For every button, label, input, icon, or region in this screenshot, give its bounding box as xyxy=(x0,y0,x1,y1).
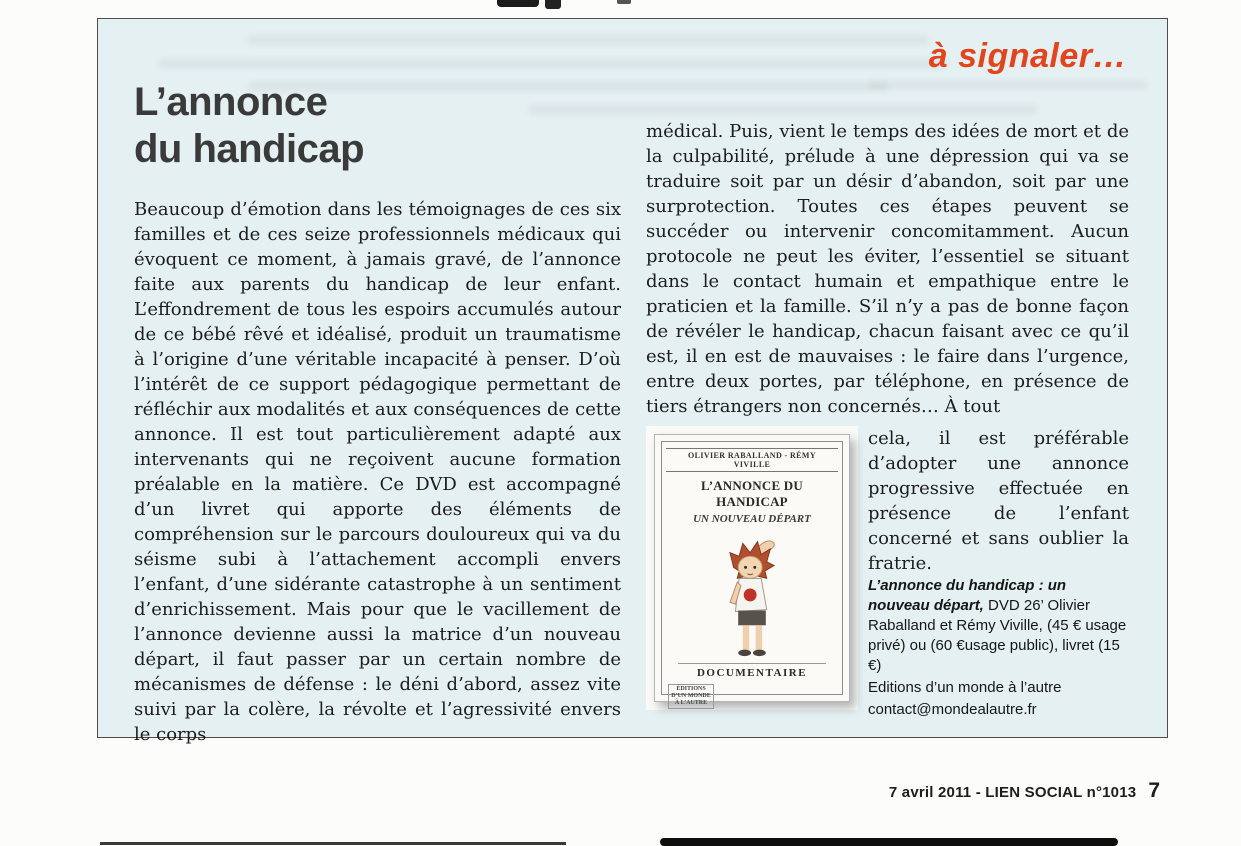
article-column-left: Beaucoup d’émotion dans les témoignages de ces six familles et de ces seize professionnels médicaux qui évoquent ce moment, à jamais gravé, de l’annonce faite aux parents du handicap de leur enfant. L’effondrement de tous les espoirs accumulés autour de ce bébé rêvé et idéalisé, produit un traumatisme à l’origine d’une véritable incapacité à penser. D’où l’intérêt de ce support pédagogique permettant de réfléchir aux modalités et aux conséquences de cette annonce. Il est tout particulièrement adapté aux intervenants qui ne reçoivent aucune formation préalable en la matière. Ce DVD est accompagné d’un livret qui apporte des éléments de compréhension sur le parcours douloureux qui va du séisme subi à l’attachement accompli envers l’enfant, d’une sidérante catastrophe à un sentiment d’enrichissement. Mais pour que le vacillement de l’annonce devienne aussi la matrice d’un nouveau départ, il faut passer par un certain nombre de mécanismes de défense : le déni d’abord, assez vite suivi par la colère, la révolte et l’agressivité envers le corps xyxy=(134,199,621,745)
dvd-cover-backdrop xyxy=(646,426,858,710)
scan-artifact xyxy=(617,0,631,4)
title-line-2: du handicap xyxy=(134,127,365,172)
dvd-caption xyxy=(868,576,1129,720)
bleed-through xyxy=(528,105,1038,114)
section-label: à signaler… xyxy=(928,37,1127,75)
bleed-through xyxy=(158,59,948,68)
footer-issue-info: 7 avril 2011 - LIEN SOCIAL n°1013 xyxy=(888,784,1137,801)
media-row xyxy=(646,426,1129,720)
cover-genre: DOCUMENTAIRE xyxy=(678,663,826,681)
article-title xyxy=(134,79,364,173)
cover-authors: OLIVIER RABALLAND - RÉMY VIVILLE xyxy=(666,448,838,472)
caption-details: DVD 26’ Olivier Raballand et Rémy Viville, (45 € usage privé) ou (60 €usage public), livret (15 €) xyxy=(868,597,1127,674)
cover-subtitle: UN NOUVEAU DÉPART xyxy=(693,513,811,525)
caption-contact: contact@mondealautre.fr xyxy=(868,701,1037,718)
scan-artifact xyxy=(497,0,539,7)
title-line-1: L’annonce xyxy=(134,80,328,124)
footer-page-number: 7 xyxy=(1148,779,1160,802)
article-column-right xyxy=(646,119,1129,720)
cover-title: L’ANNONCE DU HANDICAP xyxy=(701,478,803,509)
page-footer xyxy=(889,779,1160,803)
scan-artifact xyxy=(100,842,566,845)
cover-footer xyxy=(666,681,838,709)
article-box xyxy=(97,18,1168,745)
bleed-through xyxy=(248,35,928,45)
paragraph-beside-cover: cela, il est préférable d’adopter une annonce progressive effectuée en présence de l’enfant concerné et sans oublier la fratrie. xyxy=(868,428,1129,574)
cover-publisher-logo: ÉDITIONS D’UN MONDE À L’AUTRE xyxy=(668,684,714,709)
dvd-cover-inner xyxy=(661,441,843,706)
caption-text xyxy=(868,576,1129,676)
caption-title: L’annonce du handicap : un nouveau départ, xyxy=(868,577,1067,614)
girl-illustration xyxy=(666,525,838,663)
dvd-cover xyxy=(654,434,850,706)
bleed-through xyxy=(868,81,1148,89)
paragraph-before-cover: médical. Puis, vient le temps des idées de mort et de la culpabilité, prélude à une dépression qui va se traduire soit par un désir d’abandon, soit par une surprotection. Toutes ces étapes peuvent se succéder ou intervenir concomitamment. Aucun protocole ne peut les éviter, l’essentiel se situant dans le contact humain et empathique entre le praticien et la famille. S’il n’y a pas de bonne façon de révéler le handicap, chacun faisant avec ce qu’il est, il en est de mauvaises : le faire dans l’urgence, entre deux portes, par téléphone, en présence de tiers étrangers non concernés… À tout xyxy=(646,121,1129,417)
scan-artifact xyxy=(545,0,561,9)
scan-artifact xyxy=(660,838,1118,846)
text-beside-cover xyxy=(868,426,1129,720)
caption-publisher: Editions d’un monde à l’autre xyxy=(868,679,1062,696)
